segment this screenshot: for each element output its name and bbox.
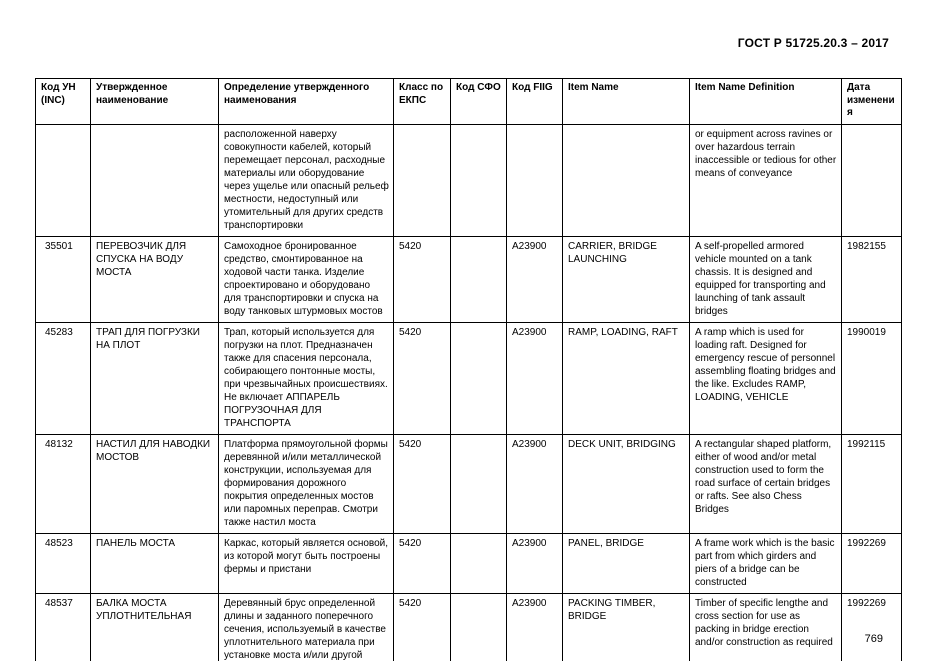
cell-definition: Деревянный брус определенной длины и заданного поперечного сечения, используемый в качестве уплотнительного материала при установке моста и/или другой [219, 593, 394, 661]
cell-ekps-class: 5420 [394, 533, 451, 593]
document-title: ГОСТ Р 51725.20.3 – 2017 [737, 36, 889, 50]
cell-item-name-definition: A self-propelled armored vehicle mounted on a tank chassis. It is designed and equipped for transporting and launching of tank assault bridges [690, 236, 842, 322]
cell-fiig-code [507, 124, 563, 236]
cell-definition: Самоходное бронированное средство, смонтированное на ходовой части танка. Изделие спроектировано и оборудовано для транспортировки и спуска на воду танковых штурмовых мостов [219, 236, 394, 322]
cell-approved-name: ПАНЕЛЬ МОСТА [91, 533, 219, 593]
cell-item-name-definition: or equipment across ravines or over hazardous terrain inaccessible or tedious for other means of conveyance [690, 124, 842, 236]
cell-item-name-definition: A rectangular shaped platform, either of wood and/or metal construction used to form the road surface of certain bridges or rafts. See also Chess Bridges [690, 434, 842, 533]
cell-item-name-definition: A frame work which is the basic part from which girders and piers of a bridge can be constructed [690, 533, 842, 593]
cell-ekps-class: 5420 [394, 593, 451, 661]
cell-code: 48523 [36, 533, 91, 593]
cell-item-name: CARRIER, BRIDGE LAUNCHING [563, 236, 690, 322]
column-header-change-date: Дата изменения [842, 79, 902, 125]
cell-item-name: DECK UNIT, BRIDGING [563, 434, 690, 533]
cell-change-date: 1992269 [842, 593, 902, 661]
cell-ekps-class: 5420 [394, 236, 451, 322]
cell-change-date: 1982155 [842, 236, 902, 322]
cell-ekps-class: 5420 [394, 434, 451, 533]
column-header-item-name: Item Name [563, 79, 690, 125]
cell-approved-name: БАЛКА МОСТА УПЛОТНИТЕЛЬНАЯ [91, 593, 219, 661]
table-head [36, 79, 902, 125]
cell-definition: Каркас, который является основой, из которой могут быть построены фермы и пристани [219, 533, 394, 593]
table-row [36, 322, 902, 434]
cell-code [36, 124, 91, 236]
cell-change-date: 1990019 [842, 322, 902, 434]
cell-definition: Трап, который используется для погрузки на плот. Предназначен также для спасения персонала, собирающего понтонные мосты, при чрезвычайных происшествиях. Не включает АППАРЕЛЬ ПОГРУЗОЧНАЯ ДЛЯ ТРАНСПОРТА [219, 322, 394, 434]
cell-item-name: RAMP, LOADING, RAFT [563, 322, 690, 434]
column-header-ekps-class: Класс по ЕКПС [394, 79, 451, 125]
cell-sfo-code [451, 434, 507, 533]
column-header-definition: Определение утвержденного наименования [219, 79, 394, 125]
cell-change-date [842, 124, 902, 236]
cell-fiig-code: A23900 [507, 236, 563, 322]
cell-approved-name: ПЕРЕВОЗЧИК ДЛЯ СПУСКА НА ВОДУ МОСТА [91, 236, 219, 322]
table-row [36, 533, 902, 593]
cell-sfo-code [451, 124, 507, 236]
column-header-sfo-code: Код СФО [451, 79, 507, 125]
column-header-code: Код УН (INC) [36, 79, 91, 125]
column-header-fiig-code: Код FIIG [507, 79, 563, 125]
cell-item-name: PANEL, BRIDGE [563, 533, 690, 593]
table-header-row [36, 79, 902, 125]
cell-sfo-code [451, 593, 507, 661]
column-header-approved-name: Утвержденное наименование [91, 79, 219, 125]
cell-item-name-definition: A ramp which is used for loading raft. Designed for emergency rescue of personnel assembling floating bridges and the like. Excludes RAMP, LOADING, VEHICLE [690, 322, 842, 434]
cell-item-name: PACKING TIMBER, BRIDGE [563, 593, 690, 661]
table-row [36, 434, 902, 533]
cell-ekps-class: 5420 [394, 322, 451, 434]
cell-ekps-class [394, 124, 451, 236]
cell-code: 45283 [36, 322, 91, 434]
page-number: 769 [864, 633, 883, 645]
cell-change-date: 1992115 [842, 434, 902, 533]
cell-fiig-code: A23900 [507, 322, 563, 434]
cell-fiig-code: A23900 [507, 434, 563, 533]
catalog-table [35, 78, 902, 661]
cell-fiig-code: A23900 [507, 533, 563, 593]
cell-sfo-code [451, 533, 507, 593]
cell-approved-name [91, 124, 219, 236]
table-body [36, 124, 902, 661]
cell-code: 48132 [36, 434, 91, 533]
cell-definition: расположенной наверху совокупности кабелей, который перемещает персонал, расходные материалы или оборудование через ущелье или опасный рельеф местности, недоступный или утомительный для других средств транспортировки [219, 124, 394, 236]
cell-item-name [563, 124, 690, 236]
cell-sfo-code [451, 322, 507, 434]
cell-fiig-code: A23900 [507, 593, 563, 661]
cell-approved-name: НАСТИЛ ДЛЯ НАВОДКИ МОСТОВ [91, 434, 219, 533]
cell-item-name-definition: Timber of specific lengthe and cross section for use as packing in bridge erection and/or construction as required [690, 593, 842, 661]
column-header-item-name-definition: Item Name Definition [690, 79, 842, 125]
cell-definition: Платформа прямоугольной формы деревянной и/или металлической конструкции, используемая для формирования дорожного покрытия определенных мостов или паромных переправ. Смотри также настил моста [219, 434, 394, 533]
catalog-table-wrapper [35, 78, 901, 661]
table-row [36, 124, 902, 236]
cell-code: 48537 [36, 593, 91, 661]
cell-change-date: 1992269 [842, 533, 902, 593]
cell-sfo-code [451, 236, 507, 322]
table-row [36, 236, 902, 322]
cell-code: 35501 [36, 236, 91, 322]
table-row [36, 593, 902, 661]
cell-approved-name: ТРАП ДЛЯ ПОГРУЗКИ НА ПЛОТ [91, 322, 219, 434]
